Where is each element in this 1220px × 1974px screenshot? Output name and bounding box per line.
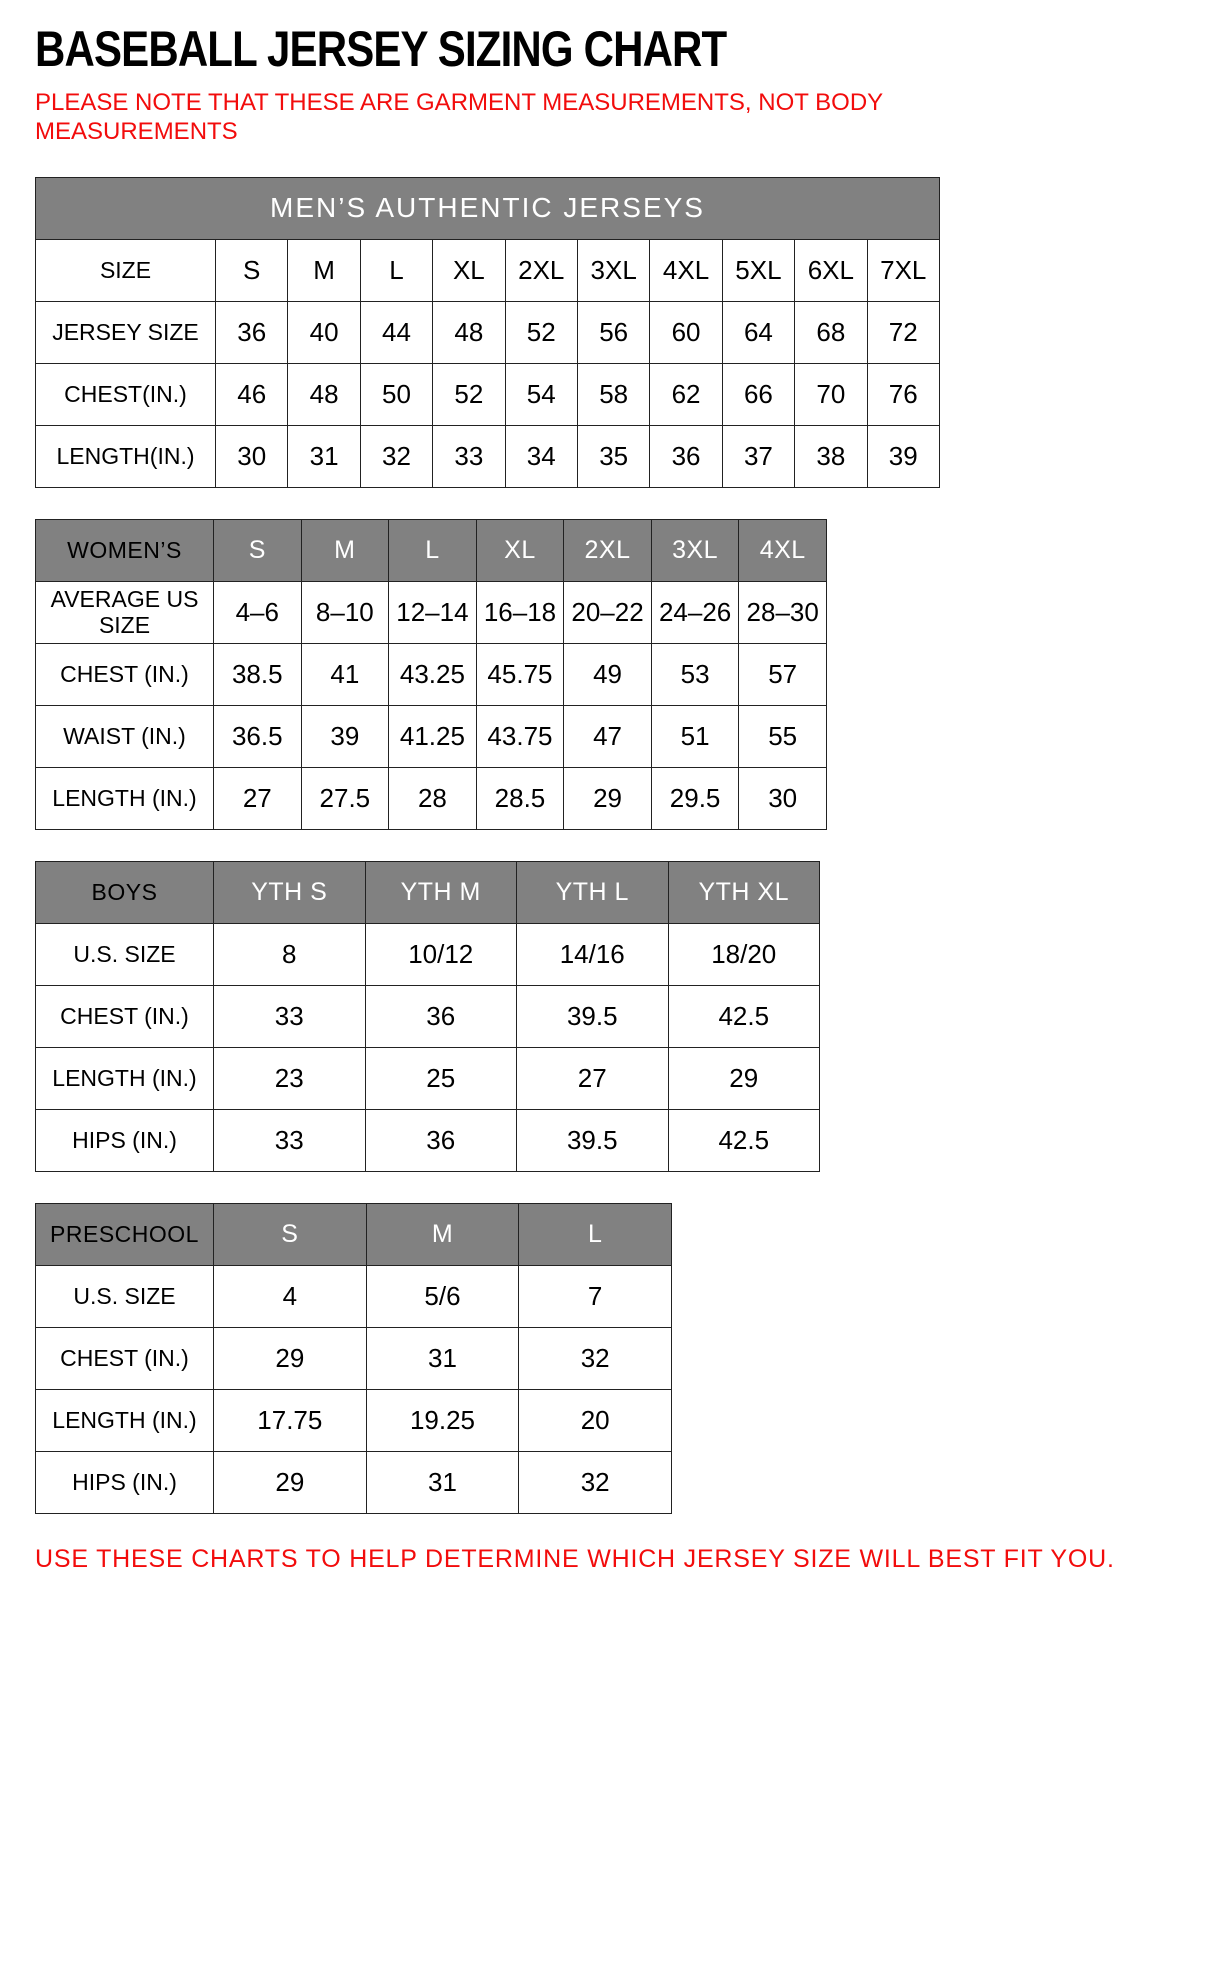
preschool-row-label: CHEST (IN.) bbox=[36, 1327, 214, 1389]
mens-value-cell: 56 bbox=[577, 301, 649, 363]
womens-value-cell: 28–30 bbox=[739, 581, 827, 643]
womens-sizing-table bbox=[35, 519, 827, 830]
womens-value-cell: 49 bbox=[564, 643, 652, 705]
womens-value-cell: 57 bbox=[739, 643, 827, 705]
womens-size-header-cell: 3XL bbox=[651, 519, 739, 581]
womens-row-label: CHEST (IN.) bbox=[36, 643, 214, 705]
page-title: BASEBALL JERSEY SIZING CHART bbox=[35, 21, 727, 77]
boys-row-label: CHEST (IN.) bbox=[36, 985, 214, 1047]
fit-advice-footer: USE THESE CHARTS TO HELP DETERMINE WHICH JERSEY SIZE WILL BEST FIT YOU. bbox=[35, 1544, 1115, 1573]
preschool-value-cell: 5/6 bbox=[366, 1265, 519, 1327]
mens-value-cell: 76 bbox=[867, 363, 939, 425]
mens-value-cell: 4XL bbox=[650, 239, 722, 301]
womens-value-cell: 47 bbox=[564, 705, 652, 767]
mens-value-cell: 72 bbox=[867, 301, 939, 363]
preschool-value-cell: 32 bbox=[519, 1327, 672, 1389]
preschool-size-header-cell: M bbox=[366, 1203, 519, 1265]
womens-row bbox=[36, 705, 827, 767]
womens-value-cell: 43.75 bbox=[476, 705, 564, 767]
mens-value-cell: 31 bbox=[288, 425, 360, 487]
boys-value-cell: 42.5 bbox=[668, 985, 820, 1047]
mens-sizing-table bbox=[35, 177, 940, 488]
mens-row-label: SIZE bbox=[36, 239, 216, 301]
womens-value-cell: 29 bbox=[564, 767, 652, 829]
mens-row bbox=[36, 425, 940, 487]
mens-value-cell: 48 bbox=[433, 301, 505, 363]
mens-row bbox=[36, 239, 940, 301]
preschool-value-cell: 20 bbox=[519, 1389, 672, 1451]
womens-value-cell: 36.5 bbox=[214, 705, 302, 767]
womens-value-cell: 51 bbox=[651, 705, 739, 767]
boys-row bbox=[36, 1047, 820, 1109]
mens-value-cell: 60 bbox=[650, 301, 722, 363]
womens-row-label: WAIST (IN.) bbox=[36, 705, 214, 767]
womens-size-header-cell: L bbox=[389, 519, 477, 581]
mens-value-cell: 32 bbox=[360, 425, 432, 487]
mens-value-cell: 52 bbox=[505, 301, 577, 363]
boys-value-cell: 23 bbox=[214, 1047, 366, 1109]
mens-value-cell: 70 bbox=[795, 363, 867, 425]
womens-value-cell: 8–10 bbox=[301, 581, 389, 643]
garment-measurement-note: PLEASE NOTE THAT THESE ARE GARMENT MEASUREMENTS, NOT BODY MEASUREMENTS bbox=[35, 89, 883, 146]
boys-size-header-cell: YTH S bbox=[214, 861, 366, 923]
womens-value-cell: 30 bbox=[739, 767, 827, 829]
boys-sizing-table bbox=[35, 861, 820, 1172]
womens-size-header-cell: S bbox=[214, 519, 302, 581]
mens-value-cell: 36 bbox=[216, 301, 288, 363]
preschool-row bbox=[36, 1265, 672, 1327]
womens-value-cell: 29.5 bbox=[651, 767, 739, 829]
boys-value-cell: 33 bbox=[214, 985, 366, 1047]
boys-row-label: HIPS (IN.) bbox=[36, 1109, 214, 1171]
womens-row bbox=[36, 581, 827, 643]
boys-value-cell: 42.5 bbox=[668, 1109, 820, 1171]
womens-header-row bbox=[36, 519, 827, 581]
womens-value-cell: 38.5 bbox=[214, 643, 302, 705]
boys-value-cell: 18/20 bbox=[668, 923, 820, 985]
mens-value-cell: 6XL bbox=[795, 239, 867, 301]
boys-row-label: LENGTH (IN.) bbox=[36, 1047, 214, 1109]
preschool-value-cell: 4 bbox=[214, 1265, 367, 1327]
mens-row bbox=[36, 301, 940, 363]
preschool-value-cell: 29 bbox=[214, 1451, 367, 1513]
boys-value-cell: 36 bbox=[365, 1109, 517, 1171]
womens-value-cell: 55 bbox=[739, 705, 827, 767]
boys-value-cell: 14/16 bbox=[517, 923, 669, 985]
preschool-row-label: U.S. SIZE bbox=[36, 1265, 214, 1327]
mens-value-cell: 62 bbox=[650, 363, 722, 425]
boys-value-cell: 39.5 bbox=[517, 1109, 669, 1171]
boys-value-cell: 8 bbox=[214, 923, 366, 985]
boys-size-header-cell: YTH M bbox=[365, 861, 517, 923]
mens-value-cell: 48 bbox=[288, 363, 360, 425]
mens-row-label: JERSEY SIZE bbox=[36, 301, 216, 363]
preschool-value-cell: 29 bbox=[214, 1327, 367, 1389]
mens-value-cell: 50 bbox=[360, 363, 432, 425]
mens-value-cell: 54 bbox=[505, 363, 577, 425]
mens-value-cell: 36 bbox=[650, 425, 722, 487]
preschool-row bbox=[36, 1327, 672, 1389]
womens-size-header-cell: 2XL bbox=[564, 519, 652, 581]
womens-size-header-cell: XL bbox=[476, 519, 564, 581]
mens-value-cell: 38 bbox=[795, 425, 867, 487]
boys-row bbox=[36, 985, 820, 1047]
boys-size-header-cell: YTH L bbox=[517, 861, 669, 923]
womens-value-cell: 28.5 bbox=[476, 767, 564, 829]
preschool-size-header-cell: L bbox=[519, 1203, 672, 1265]
boys-value-cell: 39.5 bbox=[517, 985, 669, 1047]
preschool-sizing-table bbox=[35, 1203, 672, 1514]
boys-value-cell: 36 bbox=[365, 985, 517, 1047]
mens-value-cell: 40 bbox=[288, 301, 360, 363]
preschool-header-label: PRESCHOOL bbox=[36, 1203, 214, 1265]
womens-value-cell: 41 bbox=[301, 643, 389, 705]
boys-value-cell: 27 bbox=[517, 1047, 669, 1109]
mens-value-cell: XL bbox=[433, 239, 505, 301]
mens-value-cell: M bbox=[288, 239, 360, 301]
womens-header-label: WOMEN’S bbox=[36, 519, 214, 581]
womens-value-cell: 27 bbox=[214, 767, 302, 829]
womens-row bbox=[36, 767, 827, 829]
boys-header-row bbox=[36, 861, 820, 923]
boys-header-label: BOYS bbox=[36, 861, 214, 923]
womens-size-header-cell: M bbox=[301, 519, 389, 581]
womens-row bbox=[36, 643, 827, 705]
mens-value-cell: 35 bbox=[577, 425, 649, 487]
preschool-value-cell: 32 bbox=[519, 1451, 672, 1513]
womens-value-cell: 20–22 bbox=[564, 581, 652, 643]
preschool-value-cell: 19.25 bbox=[366, 1389, 519, 1451]
womens-value-cell: 43.25 bbox=[389, 643, 477, 705]
mens-value-cell: 30 bbox=[216, 425, 288, 487]
womens-value-cell: 27.5 bbox=[301, 767, 389, 829]
boys-size-header-cell: YTH XL bbox=[668, 861, 820, 923]
womens-value-cell: 28 bbox=[389, 767, 477, 829]
preschool-row bbox=[36, 1451, 672, 1513]
preschool-value-cell: 17.75 bbox=[214, 1389, 367, 1451]
mens-value-cell: 66 bbox=[722, 363, 794, 425]
mens-value-cell: 58 bbox=[577, 363, 649, 425]
womens-value-cell: 45.75 bbox=[476, 643, 564, 705]
mens-value-cell: 37 bbox=[722, 425, 794, 487]
boys-value-cell: 25 bbox=[365, 1047, 517, 1109]
mens-value-cell: 2XL bbox=[505, 239, 577, 301]
womens-value-cell: 4–6 bbox=[214, 581, 302, 643]
mens-value-cell: S bbox=[216, 239, 288, 301]
mens-value-cell: 7XL bbox=[867, 239, 939, 301]
boys-row-label: U.S. SIZE bbox=[36, 923, 214, 985]
mens-value-cell: 68 bbox=[795, 301, 867, 363]
mens-value-cell: 34 bbox=[505, 425, 577, 487]
mens-row bbox=[36, 363, 940, 425]
womens-row-label: LENGTH (IN.) bbox=[36, 767, 214, 829]
preschool-row bbox=[36, 1389, 672, 1451]
womens-value-cell: 12–14 bbox=[389, 581, 477, 643]
mens-value-cell: 52 bbox=[433, 363, 505, 425]
boys-value-cell: 10/12 bbox=[365, 923, 517, 985]
mens-value-cell: 39 bbox=[867, 425, 939, 487]
boys-value-cell: 33 bbox=[214, 1109, 366, 1171]
womens-value-cell: 41.25 bbox=[389, 705, 477, 767]
mens-banner-row bbox=[36, 177, 940, 239]
preschool-row-label: HIPS (IN.) bbox=[36, 1451, 214, 1513]
mens-banner-title: MEN’S AUTHENTIC JERSEYS bbox=[36, 177, 940, 239]
preschool-value-cell: 31 bbox=[366, 1327, 519, 1389]
womens-value-cell: 24–26 bbox=[651, 581, 739, 643]
womens-value-cell: 39 bbox=[301, 705, 389, 767]
preschool-value-cell: 7 bbox=[519, 1265, 672, 1327]
womens-value-cell: 53 bbox=[651, 643, 739, 705]
mens-value-cell: L bbox=[360, 239, 432, 301]
boys-row bbox=[36, 1109, 820, 1171]
mens-value-cell: 64 bbox=[722, 301, 794, 363]
boys-value-cell: 29 bbox=[668, 1047, 820, 1109]
womens-size-header-cell: 4XL bbox=[739, 519, 827, 581]
mens-value-cell: 5XL bbox=[722, 239, 794, 301]
mens-value-cell: 46 bbox=[216, 363, 288, 425]
mens-value-cell: 44 bbox=[360, 301, 432, 363]
mens-value-cell: 3XL bbox=[577, 239, 649, 301]
mens-row-label: CHEST(IN.) bbox=[36, 363, 216, 425]
preschool-value-cell: 31 bbox=[366, 1451, 519, 1513]
boys-row bbox=[36, 923, 820, 985]
preschool-row-label: LENGTH (IN.) bbox=[36, 1389, 214, 1451]
preschool-size-header-cell: S bbox=[214, 1203, 367, 1265]
mens-value-cell: 33 bbox=[433, 425, 505, 487]
womens-value-cell: 16–18 bbox=[476, 581, 564, 643]
preschool-header-row bbox=[36, 1203, 672, 1265]
womens-row-label: AVERAGE US SIZE bbox=[36, 581, 214, 643]
mens-row-label: LENGTH(IN.) bbox=[36, 425, 216, 487]
